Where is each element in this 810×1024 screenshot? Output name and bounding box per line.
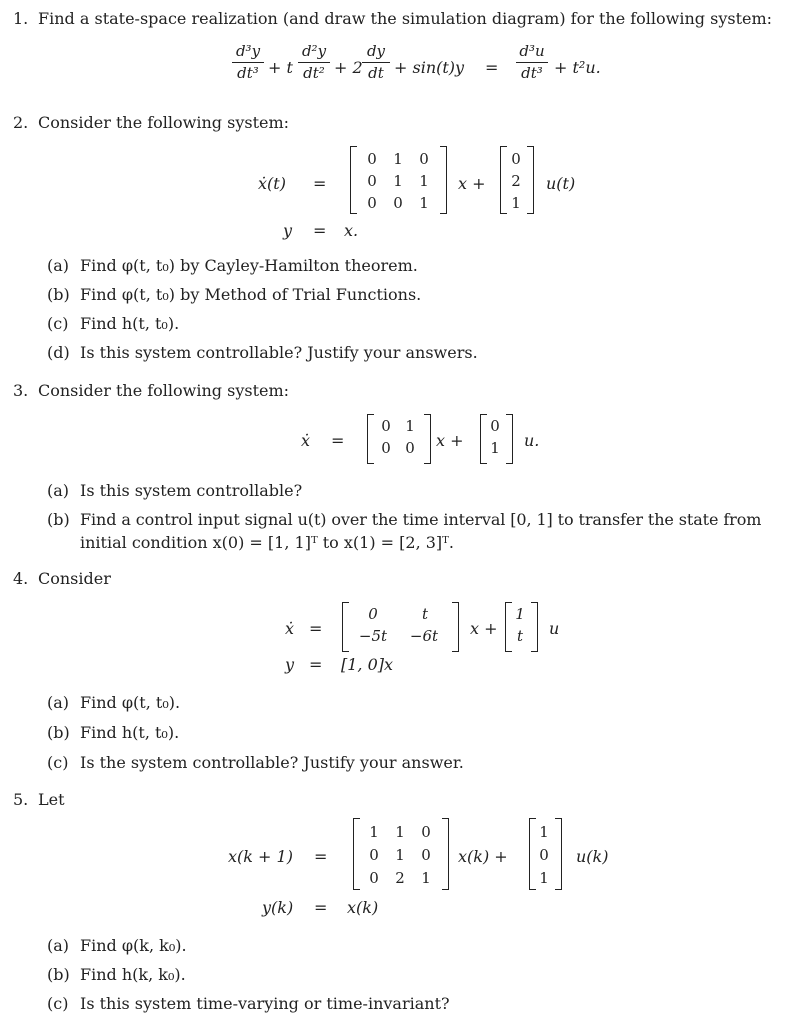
q3-A-left-bracket <box>367 414 374 464</box>
q5-A-cell: 0 <box>421 846 431 864</box>
q1-plus-t: + t <box>268 58 293 77</box>
q5-xk-plus: x(k) + <box>458 847 508 866</box>
q4-part-a-text: Find φ(t, t₀). <box>80 693 181 712</box>
q4-A-cell: −6t <box>409 627 439 645</box>
q3-B-cell: 0 <box>490 417 500 435</box>
q4-lhs-xdot: ẋ <box>285 619 295 638</box>
q2-rhs-y: x. <box>344 221 359 240</box>
q1-plus-2: + 2 <box>334 58 363 77</box>
q2-A-cell: 0 <box>367 172 377 190</box>
q5-part-c-text: Is this system time-varying or time-invariant? <box>80 994 450 1013</box>
q3-lhs-xdot: ẋ <box>301 431 311 450</box>
q5-B-cell: 0 <box>539 846 549 864</box>
q4-equals-1: = <box>309 619 323 638</box>
q5-A-cell: 1 <box>369 823 379 841</box>
q2-part-a-text: Find φ(t, t₀) by Cayley-Hamilton theorem. <box>80 256 418 275</box>
q4-B-cell: 1 <box>515 605 525 623</box>
q1-frac-dy: $\frac{dy}{dt}$ <box>362 44 390 81</box>
q1-sin-term: + sin(t)y <box>394 58 465 77</box>
q3-A-cell: 0 <box>381 417 391 435</box>
q3-part-a-text: Is this system controllable? <box>80 481 303 500</box>
q4-A-cell: t <box>421 605 429 623</box>
q5-A-cell: 0 <box>369 869 379 887</box>
q2-number: 2. <box>13 113 29 132</box>
q2-part-b-text: Find φ(t, t₀) by Method of Trial Functions. <box>80 285 422 304</box>
q2-A-cell: 0 <box>393 194 403 212</box>
q5-number: 5. <box>13 790 29 809</box>
q5-B-cell: 1 <box>539 823 549 841</box>
q3-part-b-text-2: initial condition x(0) = [1, 1]ᵀ to x(1) = [2, 3]ᵀ. <box>80 533 454 552</box>
q2-A-cell: 1 <box>419 194 429 212</box>
q1-number: 1. <box>13 9 29 28</box>
q5-A-cell: 1 <box>395 846 405 864</box>
q4-part-c-label: (c) <box>47 753 69 772</box>
q3-B-cell: 1 <box>490 439 500 457</box>
q5-A-cell: 0 <box>421 823 431 841</box>
q5-lhs-xk1: x(k + 1) <box>228 847 293 866</box>
q4-B-right-bracket <box>531 602 538 652</box>
q2-A-cell: 1 <box>419 172 429 190</box>
q3-x-plus: x + <box>436 431 464 450</box>
q4-part-b-label: (b) <box>47 723 70 742</box>
q5-part-a-text: Find φ(k, k₀). <box>80 936 187 955</box>
q3-A-cell: 1 <box>405 417 415 435</box>
q4-x-plus: x + <box>470 619 498 638</box>
q2-equals-2: = <box>313 221 327 240</box>
q5-B-right-bracket <box>555 818 562 890</box>
q2-B-cell: 2 <box>511 172 521 190</box>
q2-B-cell: 1 <box>511 194 521 212</box>
q3-A-cell: 0 <box>405 439 415 457</box>
q2-part-d-label: (d) <box>47 343 70 362</box>
q4-A-cell: −5t <box>358 627 388 645</box>
q3-part-b-text: Find a control input signal u(t) over the time interval [0, 1] to transfer the state from <box>80 510 762 529</box>
q4-part-b-text: Find h(t, t₀). <box>80 723 180 742</box>
q5-A-left-bracket <box>353 818 360 890</box>
q5-B-cell: 1 <box>539 869 549 887</box>
q5-part-c-label: (c) <box>47 994 69 1013</box>
q4-number: 4. <box>13 569 29 588</box>
q4-lhs-y: y <box>285 655 295 674</box>
q2-part-d-text: Is this system controllable? Justify your answers. <box>80 343 478 362</box>
q5-lhs-yk: y(k) <box>262 898 294 917</box>
q5-rhs-yk: x(k) <box>347 898 379 917</box>
q5-part-a-label: (a) <box>47 936 70 955</box>
q2-A-cell: 1 <box>393 172 403 190</box>
q5-text: Let <box>38 790 65 809</box>
q5-equals-2: = <box>314 898 328 917</box>
q2-lhs-y: y <box>283 221 293 240</box>
q4-part-a-label: (a) <box>47 693 70 712</box>
q3-text: Consider the following system: <box>38 381 290 400</box>
q3-equals: = <box>331 431 345 450</box>
q4-rhs-y: [1, 0]x <box>341 655 394 674</box>
q5-A-cell: 1 <box>395 823 405 841</box>
q2-A-right-bracket <box>440 146 447 214</box>
q2-A-cell: 0 <box>367 194 377 212</box>
q1-frac-d3u: $\frac{\text{d³u}}{\text{dt³}}$ <box>516 44 548 81</box>
q5-A-cell: 1 <box>421 869 431 887</box>
q2-part-a-label: (a) <box>47 256 70 275</box>
q5-A-cell: 0 <box>369 846 379 864</box>
q4-equals-2: = <box>309 655 323 674</box>
q5-A-cell: 2 <box>395 869 405 887</box>
q2-equals-1: = <box>313 174 327 193</box>
q2-part-c-text: Find h(t, t₀). <box>80 314 180 333</box>
q2-A-left-bracket <box>350 146 357 214</box>
q5-A-right-bracket <box>442 818 449 890</box>
q3-u: u. <box>524 431 540 450</box>
q2-B-cell: 0 <box>511 150 521 168</box>
q2-x-plus: x + <box>458 174 486 193</box>
q4-part-c-text: Is the system controllable? Justify your answer. <box>80 753 464 772</box>
q3-part-b-label: (b) <box>47 510 70 529</box>
q2-part-c-label: (c) <box>47 314 69 333</box>
q2-A-cell: 1 <box>393 150 403 168</box>
q5-equals-1: = <box>314 847 328 866</box>
q3-number: 3. <box>13 381 29 400</box>
q5-part-b-label: (b) <box>47 965 70 984</box>
q3-part-a-label: (a) <box>47 481 70 500</box>
q3-A-cell: 0 <box>381 439 391 457</box>
q5-part-b-text: Find h(k, k₀). <box>80 965 186 984</box>
q2-B-right-bracket <box>527 146 534 214</box>
q2-A-cell: 0 <box>419 150 429 168</box>
q4-A-right-bracket <box>452 602 459 652</box>
q2-u: u(t) <box>546 174 576 193</box>
q2-lhs-xdot: ẋ(t) <box>258 174 286 193</box>
q2-part-b-label: (b) <box>47 285 70 304</box>
q5-uk: u(k) <box>576 847 609 866</box>
q1-rhs-tail: + t²u. <box>554 58 601 77</box>
q3-A-right-bracket <box>424 414 431 464</box>
q4-B-cell: t <box>516 627 524 645</box>
q4-A-left-bracket <box>342 602 349 652</box>
q1-text: Find a state-space realization (and draw the simulation diagram) for the following system: <box>38 9 773 28</box>
q4-u: u <box>549 619 560 638</box>
q4-A-cell: 0 <box>368 605 378 623</box>
q1-equals: = <box>485 58 499 77</box>
q1-frac-d3y: $\frac{\text{d³y}}{\text{dt³}}$ <box>232 44 264 81</box>
q4-text: Consider <box>38 569 111 588</box>
q3-B-right-bracket <box>506 414 513 464</box>
q2-text: Consider the following system: <box>38 113 290 132</box>
q1-frac-d2y: $\frac{\text{d²y}}{\text{dt²}}$ <box>298 44 330 81</box>
q2-A-cell: 0 <box>367 150 377 168</box>
